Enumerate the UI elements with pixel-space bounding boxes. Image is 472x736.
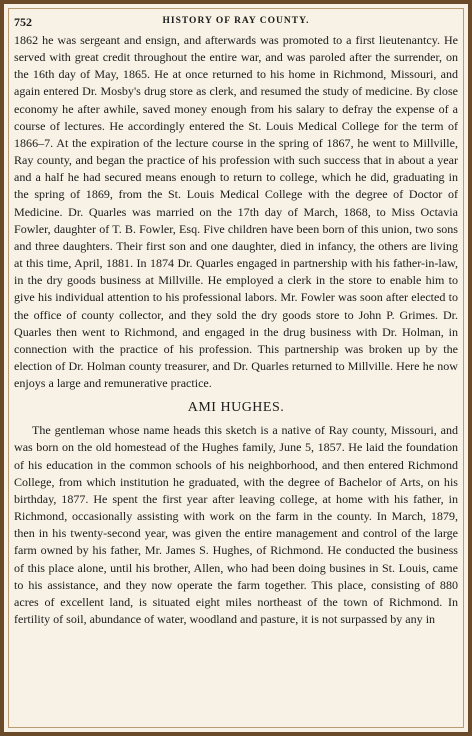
running-head: HISTORY OF RAY COUNTY. <box>162 16 310 26</box>
page-number: 752 <box>14 15 32 29</box>
paragraph-quarles-continued: 1862 he was sergeant and ensign, and afterwards was promoted to a first lieutenantcy. He served with great credit throughout the entire war, and was paroled after the surrender, on the 16th day of May, 1865. He at once returned to his home in Richmond, Missouri, and again entered Dr. Mosby's drug store as clerk, and resumed the study of medicine. By close economy he after awhile, saved money enough from his salary to defray the expense of a course of lectures. He accordingly entered the St. Louis Medical College for the term of 1866–7. At the expiration of the lecture course in the spring of 1867, he went to Millville, Ray county, and began the practice of his profession with such success that in about a year and a half he had secured means enough to return to college, which he did, graduating in the spring of 1869, from the St. Louis Medical College with the degree of Doctor of Medicine. Dr. Quarles was married on the 17th day of March, 1868, to Miss Octavia Fowler, daughter of T. B. Fowler, Esq. Five children have been born of this union, two sons and three daughters. Their first son and one daughter, died in infancy, the others are living at this time, April, 1881. In 1874 Dr. Quarles engaged in partnership with his father-in-law, in the dry goods business at Millville. He employed a clerk in the store to enable him to give his individual attention to his professional labors. Mr. Fowler was soon after elected to the office of county collector, and they sold the dry goods store to John P. Grimes. Dr. Quarles then went to Richmond, and engaged in the drug business with Dr. Holman, in connection with the practice of his profession. This partnership was broken up by the election of Dr. Holman county treasurer, and Dr. Quarles returned to Millville. Here he now enjoys a large and remunerative practice. <box>14 33 458 391</box>
book-page <box>14 14 458 628</box>
page-header <box>14 14 458 32</box>
paragraph-ami-hughes: The gentleman whose name heads this sketch is a native of Ray county, Missouri, and was born on the old homestead of the Hughes family, June 5, 1857. He laid the foundation of his education in the common schools of his neighborhood, and then entered Richmond College, from which institution he graduated, with the degree of Bachelor of Arts, on his birthday, 1877. He spent the first year after leaving college, at home with his father, in Richmond, occasionally assisting with work on the farm in the county. In March, 1879, then in his twenty-second year, was given the entire management and control of the large farm owned by his father, Mr. James S. Hughes, of Richmond. He conducted the business of this place alone, until his brother, Allen, who had been doing busines in St. Louis, came to his assistance, and they now operate the farm together. This place, consisting of 880 acres of excellent land, is situated eight miles northeast of the town of Richmond. In fertility of soil, abundance of water, woodland and pasture, it is not surpassed by any in <box>14 423 458 626</box>
section-title: AMI HUGHES. <box>187 400 285 416</box>
